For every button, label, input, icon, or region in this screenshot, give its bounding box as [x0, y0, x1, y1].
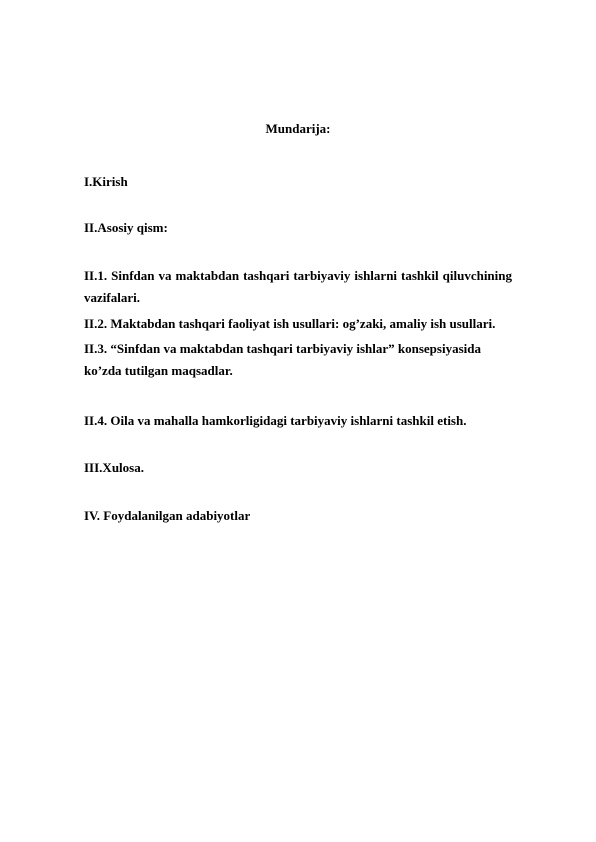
contents-title: Mundarija: — [265, 121, 331, 136]
toc-item-conclusion: III.Xulosa. — [84, 460, 144, 475]
toc-item-2-4: II.4. Oila va mahalla hamkorligidagi tarbiyaviy ishlarni tashkil etish. — [84, 413, 467, 428]
toc-item-main-part: II.Asosiy qism: — [84, 220, 168, 235]
toc-item-2-2: II.2. Maktabdan tashqari faoliyat ish usullari: og’zaki, amaliy ish usullari. — [84, 316, 496, 331]
toc-item-2-1-line2: vazifalari. — [84, 290, 140, 305]
toc-item-2-1-line1: II.1. Sinfdan va maktabdan tashqari tarbiyaviy ishlarni tashkil qiluvchining — [84, 268, 512, 283]
toc-item-references: IV. Foydalanilgan adabiyotlar — [84, 508, 251, 523]
toc-item-2-1-block — [84, 265, 512, 309]
toc-item-2-3-line1: II.3. “Sinfdan va maktabdan tashqari tarbiyaviy ishlar” konsepsiyasida — [84, 341, 481, 356]
toc-item-2-3-line2: ko’zda tutilgan maqsadlar. — [84, 363, 233, 378]
toc-item-introduction: I.Kirish — [84, 174, 128, 189]
